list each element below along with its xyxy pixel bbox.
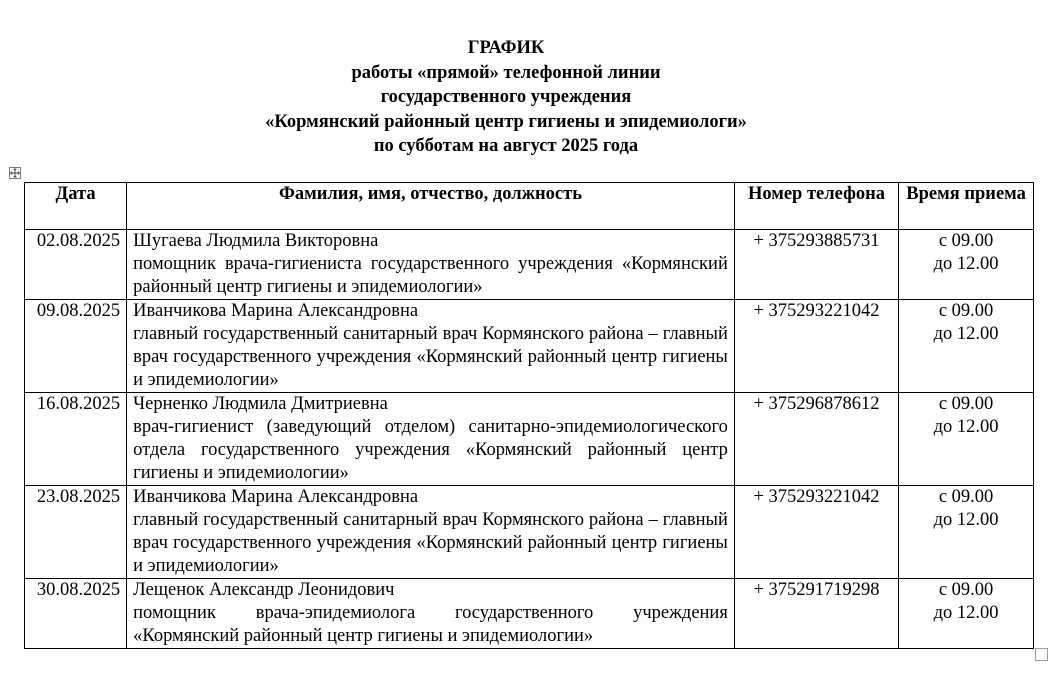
table-resize-handle-icon[interactable]	[1035, 648, 1048, 661]
person-name: Шугаева Людмила Викторовна	[133, 231, 379, 251]
move-arrows-icon	[10, 168, 20, 178]
table-row	[25, 486, 1034, 579]
title-line-3: государственного учреждения	[380, 87, 632, 107]
time-from: с 09.00	[938, 231, 994, 251]
date-cell: 02.08.2025	[25, 230, 127, 300]
table-header-row	[25, 183, 1034, 230]
date-cell: 23.08.2025	[25, 486, 127, 579]
title-line-4: «Кормянский районный центр гигиены и эпидемиологи»	[265, 111, 747, 132]
title-line-2: работы «прямой» телефонной линии	[351, 62, 661, 83]
table-row	[25, 579, 1034, 649]
person-position: помощник врача-эпидемиолога государственного учреждения «Кормянский районный центр гигиены и эпидемиологии»	[133, 603, 728, 646]
name-cell	[127, 393, 735, 486]
time-to: до 12.00	[933, 603, 999, 623]
time-from: с 09.00	[938, 394, 994, 414]
title-heading: ГРАФИК	[467, 38, 545, 58]
schedule-table	[24, 182, 1034, 649]
time-cell	[899, 579, 1034, 649]
name-cell	[127, 579, 735, 649]
time-cell	[899, 486, 1034, 579]
header-name: Фамилия, имя, отчество, должность	[127, 183, 735, 230]
table-move-handle-icon[interactable]	[9, 167, 21, 179]
date-cell: 30.08.2025	[25, 579, 127, 649]
person-name: Иванчикова Марина Александровна	[133, 301, 419, 321]
date-cell: 16.08.2025	[25, 393, 127, 486]
header-phone: Номер телефона	[734, 183, 898, 230]
time-to: до 12.00	[933, 254, 999, 274]
person-position: врач-гигиенист (заведующий отделом) санитарно-эпидемиологического отдела государственного учреждения «Кормянский районный центр гигиены и эпидемиологии»	[133, 417, 728, 483]
header-date: Дата	[25, 183, 127, 230]
time-from: с 09.00	[938, 301, 994, 321]
person-name: Черненко Людмила Дмитриевна	[133, 394, 388, 414]
time-cell	[899, 393, 1034, 486]
person-position: главный государственный санитарный врач Кормянского района – главный врач государственного учреждения «Кормянский районный центр гигиены и эпидемиологии»	[133, 324, 728, 390]
phone-cell: + 375293221042	[734, 486, 898, 579]
phone-cell: + 375293221042	[734, 300, 898, 393]
phone-cell: + 375293885731	[734, 230, 898, 300]
name-cell	[127, 486, 735, 579]
name-cell	[127, 230, 735, 300]
date-cell: 09.08.2025	[25, 300, 127, 393]
table-row	[25, 230, 1034, 300]
time-from: с 09.00	[938, 487, 994, 507]
time-to: до 12.00	[933, 510, 999, 530]
table-row	[25, 300, 1034, 393]
table-row	[25, 393, 1034, 486]
time-to: до 12.00	[933, 324, 999, 344]
person-position: помощник врача-гигиениста государственного учреждения «Кормянский районный центр гигиены и эпидемиологии»	[133, 254, 728, 297]
person-name: Иванчикова Марина Александровна	[133, 487, 419, 507]
document-title	[0, 36, 1012, 159]
name-cell	[127, 300, 735, 393]
time-cell	[899, 300, 1034, 393]
person-name: Лещенок Александр Леонидович	[133, 580, 395, 600]
time-from: с 09.00	[938, 580, 994, 600]
time-cell	[899, 230, 1034, 300]
person-position: главный государственный санитарный врач Кормянского района – главный врач государственного учреждения «Кормянский районный центр гигиены и эпидемиологии»	[133, 510, 728, 576]
time-to: до 12.00	[933, 417, 999, 437]
title-line-5: по субботам на август 2025 года	[373, 136, 639, 156]
phone-cell: + 375296878612	[734, 393, 898, 486]
header-time: Время приема	[899, 183, 1034, 230]
phone-cell: + 375291719298	[734, 579, 898, 649]
